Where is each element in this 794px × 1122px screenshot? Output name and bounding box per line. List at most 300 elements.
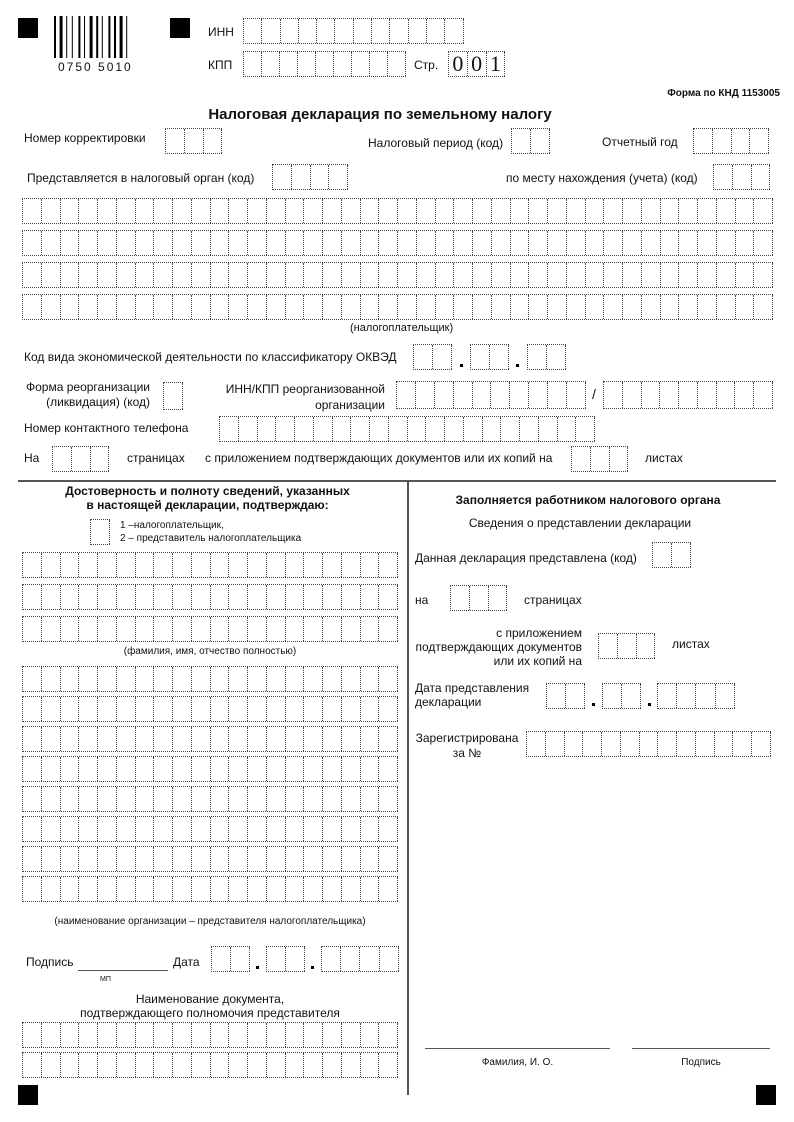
cell[interactable]	[342, 697, 361, 721]
cell[interactable]	[192, 263, 211, 287]
cell[interactable]	[342, 877, 361, 901]
cell[interactable]	[61, 585, 80, 609]
signer-code-input[interactable]	[90, 519, 110, 545]
cell[interactable]	[417, 295, 436, 319]
cell[interactable]	[231, 947, 250, 971]
cell[interactable]	[314, 417, 333, 441]
cell[interactable]	[117, 199, 136, 223]
cell[interactable]	[79, 1053, 98, 1077]
cell[interactable]	[211, 553, 230, 577]
cell[interactable]	[98, 231, 117, 255]
cell[interactable]	[173, 617, 192, 641]
cell[interactable]	[342, 231, 361, 255]
cell[interactable]	[679, 382, 698, 408]
cell[interactable]	[398, 231, 417, 255]
cell[interactable]	[323, 553, 342, 577]
cell[interactable]	[380, 947, 399, 971]
cell[interactable]	[211, 847, 230, 871]
cell[interactable]	[192, 617, 211, 641]
tax-period-input[interactable]	[511, 128, 550, 154]
cell[interactable]	[379, 231, 398, 255]
cell[interactable]	[322, 947, 341, 971]
cell[interactable]	[342, 667, 361, 691]
cell[interactable]	[61, 617, 80, 641]
cell[interactable]	[23, 585, 42, 609]
cell[interactable]	[286, 1053, 305, 1077]
cell[interactable]	[286, 757, 305, 781]
cell[interactable]	[717, 199, 736, 223]
cell[interactable]	[736, 295, 755, 319]
cell[interactable]	[229, 667, 248, 691]
cell[interactable]	[136, 757, 155, 781]
cell[interactable]	[136, 877, 155, 901]
cell[interactable]	[304, 295, 323, 319]
cell[interactable]	[408, 417, 427, 441]
cell[interactable]	[42, 553, 61, 577]
cell[interactable]	[491, 382, 510, 408]
cell[interactable]	[323, 847, 342, 871]
cell[interactable]	[267, 295, 286, 319]
cell[interactable]	[173, 295, 192, 319]
cell[interactable]	[229, 877, 248, 901]
org-name-row[interactable]	[22, 786, 398, 812]
cell[interactable]	[586, 199, 605, 223]
cell[interactable]	[642, 263, 661, 287]
cell[interactable]	[192, 1053, 211, 1077]
sheets-input[interactable]	[571, 446, 628, 472]
cell[interactable]	[323, 263, 342, 287]
cell[interactable]	[154, 667, 173, 691]
cell[interactable]	[286, 667, 305, 691]
cell[interactable]	[323, 667, 342, 691]
cell[interactable]	[661, 231, 680, 255]
cell[interactable]	[98, 553, 117, 577]
cell[interactable]	[42, 847, 61, 871]
cell[interactable]	[267, 231, 286, 255]
cell[interactable]	[229, 263, 248, 287]
cell[interactable]	[379, 667, 398, 691]
cell[interactable]	[98, 1023, 117, 1047]
cell[interactable]	[286, 553, 305, 577]
org-name-row[interactable]	[22, 696, 398, 722]
kpp-input[interactable]	[243, 51, 406, 77]
taxpayer-name-row[interactable]	[22, 294, 773, 320]
cell[interactable]	[732, 129, 751, 153]
cell[interactable]	[281, 19, 299, 43]
cell[interactable]	[733, 732, 752, 756]
cell[interactable]	[342, 727, 361, 751]
tax-authority-input[interactable]	[272, 164, 348, 190]
cell[interactable]	[98, 817, 117, 841]
cell[interactable]	[354, 19, 372, 43]
cell[interactable]	[117, 787, 136, 811]
cell[interactable]	[248, 817, 267, 841]
cell[interactable]	[173, 199, 192, 223]
cell[interactable]	[398, 199, 417, 223]
cell[interactable]	[454, 263, 473, 287]
cell[interactable]	[211, 263, 230, 287]
cell[interactable]	[248, 727, 267, 751]
cell[interactable]	[79, 295, 98, 319]
cell[interactable]	[317, 19, 335, 43]
cell[interactable]	[23, 295, 42, 319]
cell[interactable]	[248, 847, 267, 871]
cell[interactable]	[79, 585, 98, 609]
cell[interactable]	[61, 231, 80, 255]
cell[interactable]	[267, 847, 286, 871]
cell[interactable]	[286, 877, 305, 901]
cell[interactable]	[334, 52, 352, 76]
fio-row[interactable]	[22, 552, 398, 578]
cell[interactable]	[173, 877, 192, 901]
cell[interactable]	[61, 727, 80, 751]
cell[interactable]	[79, 817, 98, 841]
cell[interactable]	[603, 684, 622, 708]
cell[interactable]	[53, 447, 72, 471]
cell[interactable]	[717, 295, 736, 319]
date-month-input[interactable]	[266, 946, 305, 972]
cell[interactable]	[677, 684, 696, 708]
office-sheets-input[interactable]	[598, 633, 655, 659]
cell[interactable]	[229, 1023, 248, 1047]
cell[interactable]	[79, 877, 98, 901]
document-row[interactable]	[22, 1022, 398, 1048]
cell[interactable]	[136, 617, 155, 641]
cell[interactable]	[117, 585, 136, 609]
cell[interactable]	[529, 295, 548, 319]
cell[interactable]	[98, 295, 117, 319]
cell[interactable]	[23, 231, 42, 255]
cell[interactable]	[473, 382, 492, 408]
location-input[interactable]	[713, 164, 770, 190]
cell[interactable]	[316, 52, 334, 76]
cell[interactable]	[492, 231, 511, 255]
cell[interactable]	[304, 1023, 323, 1047]
cell[interactable]	[117, 295, 136, 319]
cell[interactable]	[696, 684, 715, 708]
cell[interactable]	[698, 231, 717, 255]
cell[interactable]	[173, 757, 192, 781]
cell[interactable]	[23, 847, 42, 871]
cell[interactable]	[192, 199, 211, 223]
cell[interactable]	[558, 417, 577, 441]
cell[interactable]	[136, 199, 155, 223]
cell[interactable]	[658, 684, 677, 708]
cell[interactable]	[604, 199, 623, 223]
org-name-row[interactable]	[22, 846, 398, 872]
cell[interactable]	[79, 199, 98, 223]
cell[interactable]	[548, 382, 567, 408]
cell[interactable]	[372, 19, 390, 43]
cell[interactable]	[736, 263, 755, 287]
cell[interactable]	[379, 697, 398, 721]
cell[interactable]	[483, 417, 502, 441]
cell[interactable]	[361, 263, 380, 287]
okved-input-3[interactable]	[527, 344, 566, 370]
cell[interactable]	[715, 732, 734, 756]
cell[interactable]	[379, 847, 398, 871]
cell[interactable]	[618, 634, 637, 658]
cell[interactable]	[136, 817, 155, 841]
cell[interactable]	[370, 417, 389, 441]
cell[interactable]	[546, 732, 565, 756]
cell[interactable]	[98, 757, 117, 781]
cell[interactable]	[173, 1023, 192, 1047]
cell[interactable]	[98, 1053, 117, 1077]
cell[interactable]	[154, 847, 173, 871]
date-day-input[interactable]	[211, 946, 250, 972]
cell[interactable]	[117, 617, 136, 641]
cell[interactable]	[433, 345, 452, 369]
cell[interactable]	[304, 617, 323, 641]
cell[interactable]	[248, 1023, 267, 1047]
cell[interactable]	[304, 697, 323, 721]
cell[interactable]	[173, 667, 192, 691]
cell[interactable]	[42, 757, 61, 781]
cell[interactable]	[42, 1023, 61, 1047]
cell[interactable]	[229, 787, 248, 811]
cell[interactable]	[623, 382, 642, 408]
cell[interactable]	[117, 877, 136, 901]
cell[interactable]	[642, 231, 661, 255]
cell[interactable]	[752, 165, 771, 189]
cell[interactable]	[154, 295, 173, 319]
taxpayer-name-row[interactable]	[22, 230, 773, 256]
cell[interactable]	[98, 787, 117, 811]
cell[interactable]	[211, 199, 230, 223]
submitted-code-input[interactable]	[652, 542, 691, 568]
cell[interactable]	[658, 732, 677, 756]
cell[interactable]	[286, 947, 305, 971]
taxpayer-name-row[interactable]	[22, 262, 773, 288]
cell[interactable]	[342, 263, 361, 287]
cell[interactable]	[286, 263, 305, 287]
cell[interactable]	[173, 787, 192, 811]
cell[interactable]	[547, 684, 566, 708]
org-name-row[interactable]	[22, 666, 398, 692]
cell[interactable]	[323, 727, 342, 751]
cell[interactable]	[192, 1023, 211, 1047]
cell[interactable]	[653, 543, 672, 567]
cell[interactable]	[248, 757, 267, 781]
cell[interactable]	[304, 727, 323, 751]
cell[interactable]	[79, 847, 98, 871]
cell[interactable]	[229, 757, 248, 781]
cell[interactable]	[567, 263, 586, 287]
cell[interactable]	[136, 585, 155, 609]
cell[interactable]	[192, 727, 211, 751]
cell[interactable]	[473, 263, 492, 287]
cell[interactable]	[379, 553, 398, 577]
cell[interactable]	[713, 129, 732, 153]
cell[interactable]	[248, 667, 267, 691]
cell[interactable]	[511, 199, 530, 223]
cell[interactable]	[511, 295, 530, 319]
cell[interactable]	[185, 129, 204, 153]
cell[interactable]	[679, 199, 698, 223]
year-input[interactable]	[693, 128, 769, 154]
cell[interactable]	[295, 417, 314, 441]
cell[interactable]	[248, 231, 267, 255]
cell[interactable]	[211, 1023, 230, 1047]
cell[interactable]	[173, 263, 192, 287]
registration-number-input[interactable]	[526, 731, 771, 757]
cell[interactable]	[342, 1053, 361, 1077]
cell[interactable]	[212, 947, 231, 971]
cell[interactable]	[211, 1053, 230, 1077]
cell[interactable]	[586, 295, 605, 319]
cell[interactable]	[323, 1023, 342, 1047]
cell[interactable]	[492, 295, 511, 319]
cell[interactable]	[154, 1023, 173, 1047]
cell[interactable]	[716, 684, 735, 708]
cell[interactable]	[604, 295, 623, 319]
cell[interactable]	[604, 231, 623, 255]
cell[interactable]	[267, 817, 286, 841]
cell[interactable]	[173, 553, 192, 577]
cell[interactable]	[351, 417, 370, 441]
cell[interactable]	[379, 817, 398, 841]
cell[interactable]	[591, 447, 610, 471]
cell[interactable]	[267, 1053, 286, 1077]
cell[interactable]	[192, 553, 211, 577]
cell[interactable]	[173, 231, 192, 255]
cell[interactable]	[61, 1053, 80, 1077]
cell[interactable]	[361, 231, 380, 255]
cell[interactable]	[489, 586, 508, 610]
cell[interactable]	[698, 199, 717, 223]
org-name-row[interactable]	[22, 816, 398, 842]
cell[interactable]	[298, 52, 316, 76]
cell[interactable]	[136, 295, 155, 319]
cell[interactable]	[267, 553, 286, 577]
cell[interactable]	[583, 732, 602, 756]
cell[interactable]	[416, 382, 435, 408]
cell[interactable]	[323, 787, 342, 811]
cell[interactable]	[637, 634, 656, 658]
cell[interactable]	[248, 787, 267, 811]
cell[interactable]	[192, 697, 211, 721]
cell[interactable]	[361, 847, 380, 871]
cell[interactable]	[304, 1053, 323, 1077]
cell[interactable]	[640, 732, 659, 756]
cell[interactable]	[698, 295, 717, 319]
cell[interactable]	[117, 553, 136, 577]
cell[interactable]	[361, 1053, 380, 1077]
cell[interactable]	[192, 787, 211, 811]
cell[interactable]	[548, 295, 567, 319]
cell[interactable]	[192, 847, 211, 871]
cell[interactable]	[61, 553, 80, 577]
cell[interactable]	[117, 1053, 136, 1077]
cell[interactable]	[267, 787, 286, 811]
cell[interactable]	[280, 52, 298, 76]
cell[interactable]	[79, 1023, 98, 1047]
cell[interactable]	[304, 231, 323, 255]
reorg-inn-input[interactable]	[396, 381, 586, 409]
cell[interactable]	[267, 727, 286, 751]
cell[interactable]	[436, 263, 455, 287]
cell[interactable]	[220, 417, 239, 441]
cell[interactable]	[154, 617, 173, 641]
cell[interactable]	[754, 295, 773, 319]
cell[interactable]	[61, 1023, 80, 1047]
cell[interactable]	[286, 817, 305, 841]
cell[interactable]	[23, 199, 42, 223]
cell[interactable]	[417, 199, 436, 223]
cell[interactable]	[229, 585, 248, 609]
cell[interactable]	[136, 1023, 155, 1047]
cell[interactable]	[42, 1053, 61, 1077]
cell[interactable]	[323, 199, 342, 223]
reorg-code-input[interactable]	[163, 382, 183, 410]
cell[interactable]	[136, 263, 155, 287]
cell[interactable]	[192, 757, 211, 781]
cell[interactable]	[267, 263, 286, 287]
cell[interactable]	[42, 727, 61, 751]
cell[interactable]	[610, 447, 629, 471]
cell[interactable]	[192, 817, 211, 841]
cell[interactable]	[511, 263, 530, 287]
cell[interactable]	[229, 817, 248, 841]
cell[interactable]	[752, 732, 771, 756]
cell[interactable]	[528, 345, 547, 369]
cell[interactable]	[42, 231, 61, 255]
cell[interactable]	[342, 199, 361, 223]
cell[interactable]	[323, 817, 342, 841]
cell[interactable]	[361, 199, 380, 223]
cell[interactable]	[79, 553, 98, 577]
cell[interactable]	[154, 585, 173, 609]
cell[interactable]	[342, 553, 361, 577]
cell[interactable]	[286, 1023, 305, 1047]
cell[interactable]	[98, 585, 117, 609]
cell[interactable]	[154, 727, 173, 751]
cell[interactable]	[61, 199, 80, 223]
cell[interactable]	[512, 129, 531, 153]
cell[interactable]	[244, 52, 262, 76]
cell[interactable]	[229, 697, 248, 721]
cell[interactable]	[79, 667, 98, 691]
cell[interactable]	[98, 199, 117, 223]
cell[interactable]	[547, 345, 566, 369]
cell[interactable]	[342, 295, 361, 319]
cell[interactable]	[61, 787, 80, 811]
cell[interactable]	[91, 447, 110, 471]
cell[interactable]	[567, 199, 586, 223]
cell[interactable]	[292, 165, 311, 189]
cell[interactable]	[696, 732, 715, 756]
cell[interactable]	[335, 19, 353, 43]
cell[interactable]	[273, 165, 292, 189]
cell[interactable]	[323, 1053, 342, 1077]
cell[interactable]	[173, 697, 192, 721]
cell[interactable]	[23, 877, 42, 901]
cell[interactable]	[361, 727, 380, 751]
submit-year-input[interactable]	[657, 683, 735, 709]
cell[interactable]	[154, 231, 173, 255]
document-row[interactable]	[22, 1052, 398, 1078]
cell[interactable]	[286, 697, 305, 721]
cell[interactable]	[42, 585, 61, 609]
cell[interactable]	[117, 847, 136, 871]
cell[interactable]	[398, 263, 417, 287]
cell[interactable]	[417, 263, 436, 287]
cell[interactable]	[388, 52, 406, 76]
cell[interactable]	[248, 553, 267, 577]
submit-day-input[interactable]	[546, 683, 585, 709]
cell[interactable]	[361, 1023, 380, 1047]
